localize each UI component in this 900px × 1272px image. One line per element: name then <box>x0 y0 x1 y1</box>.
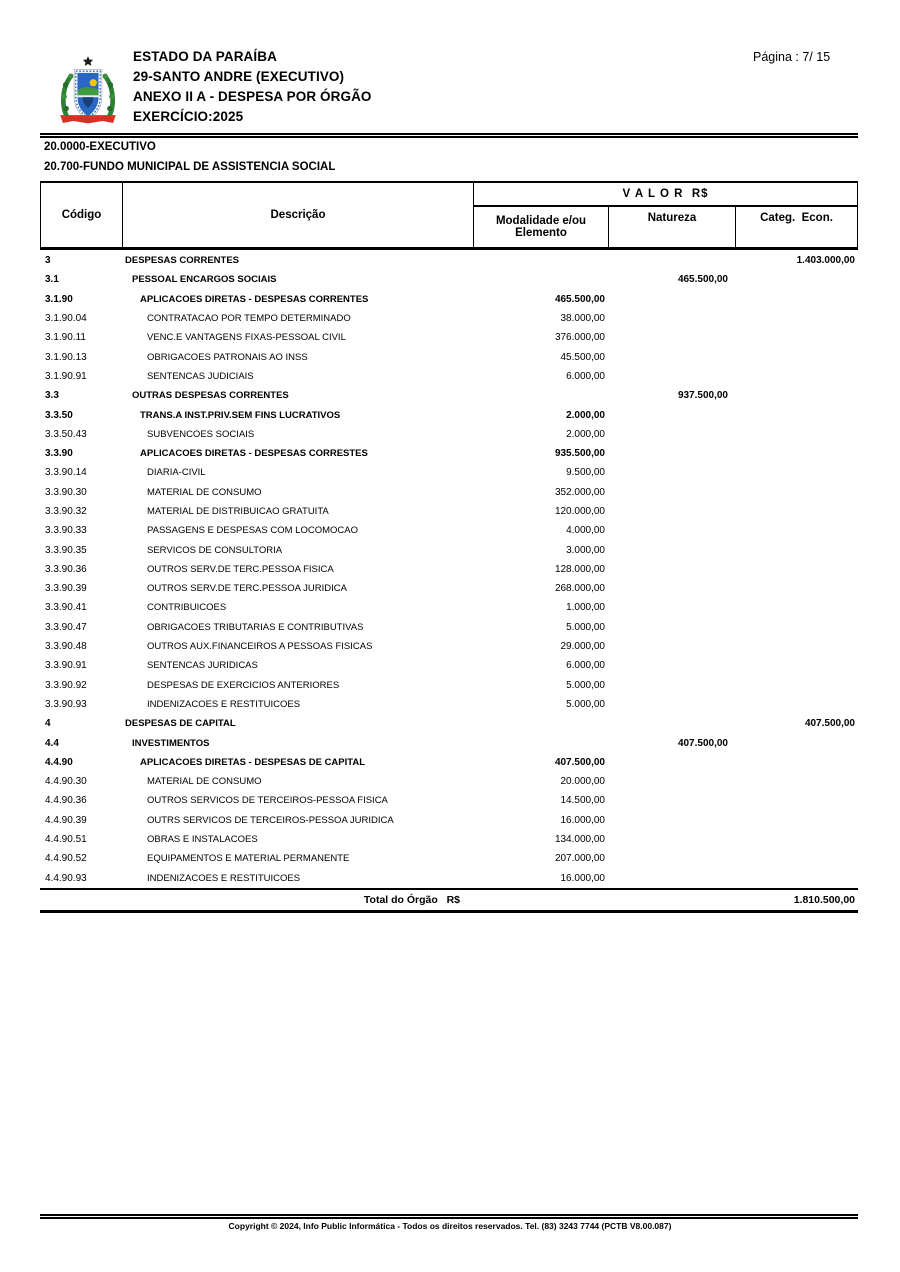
row-description: OUTROS SERVICOS DE TERCEIROS-PESSOA FISICA <box>147 795 388 807</box>
row-code: 3.3.90.93 <box>45 698 87 710</box>
paraiba-coat-of-arms-icon <box>55 52 121 132</box>
row-description: CONTRIBUICOES <box>147 602 227 614</box>
row-code: 3.3.90.36 <box>45 563 87 575</box>
row-description: OBRAS E INSTALACOES <box>147 834 258 846</box>
row-value-modalidade: 1.000,00 <box>566 602 605 614</box>
row-code: 3.3.50.43 <box>45 428 87 440</box>
row-description: SERVICOS DE CONSULTORIA <box>147 544 283 556</box>
row-code: 3.3.90.48 <box>45 641 87 653</box>
star-icon <box>83 56 94 66</box>
row-code: 3.3.90.33 <box>45 525 87 537</box>
currency-label: R$ <box>446 894 460 906</box>
table-row <box>40 328 858 347</box>
row-description: INVESTIMENTOS <box>132 737 210 749</box>
row-description: APLICACOES DIRETAS - DESPESAS CORRENTES <box>140 293 369 305</box>
column-header-categ-econ: Categ. Econ. <box>760 212 833 224</box>
annex-title: ANEXO II A - DESPESA POR ÓRGÃO <box>133 89 372 104</box>
row-code: 4 <box>45 718 51 730</box>
row-code: 3.1 <box>45 274 59 286</box>
row-description: DESPESAS CORRENTES <box>125 255 240 267</box>
row-code: 4.4.90.93 <box>45 872 87 884</box>
table-row <box>40 270 858 289</box>
row-code: 3 <box>45 255 51 267</box>
row-description: SUBVENCOES SOCIAIS <box>147 428 255 440</box>
table-row <box>40 714 858 733</box>
row-value-modalidade: 5.000,00 <box>566 698 605 710</box>
table-row <box>40 811 858 830</box>
table-row <box>40 290 858 309</box>
row-code: 3.3.50 <box>45 409 73 421</box>
row-code: 3.1.90.04 <box>45 313 87 325</box>
table-header <box>40 181 858 250</box>
table-total-row <box>40 888 858 913</box>
row-value-modalidade: 5.000,00 <box>566 679 605 691</box>
row-value-modalidade: 29.000,00 <box>560 641 605 653</box>
row-value-modalidade: 14.500,00 <box>560 795 605 807</box>
row-value-modalidade: 38.000,00 <box>560 313 605 325</box>
table-row <box>40 463 858 482</box>
table-row <box>40 656 858 675</box>
row-code: 4.4.90.51 <box>45 834 87 846</box>
row-code: 4.4.90.36 <box>45 795 87 807</box>
table-row <box>40 598 858 617</box>
table-row <box>40 405 858 424</box>
row-value-natureza: 407.500,00 <box>677 737 728 749</box>
table-row <box>40 637 858 656</box>
row-code: 3.3.90.47 <box>45 621 87 633</box>
row-value-modalidade: 2.000,00 <box>566 428 605 440</box>
report-title-block <box>133 47 372 127</box>
row-code: 3.1.90 <box>45 293 73 305</box>
row-description: INDENIZACOES E RESTITUICOES <box>147 872 301 884</box>
table-row <box>40 309 858 328</box>
row-code: 4.4.90.30 <box>45 776 87 788</box>
row-code: 4.4.90.52 <box>45 853 87 865</box>
total-label: Total do Órgão R$ <box>363 894 460 906</box>
table-row <box>40 676 858 695</box>
row-code: 4.4.90 <box>45 756 73 768</box>
table-row <box>40 502 858 521</box>
table-row <box>40 772 858 791</box>
row-value-modalidade: 207.000,00 <box>554 853 605 865</box>
table-row <box>40 753 858 772</box>
column-header-descricao: Descrição <box>123 183 474 247</box>
row-code: 3.3.90.30 <box>45 486 87 498</box>
row-value-modalidade: 2.000,00 <box>566 409 605 421</box>
row-value-modalidade: 134.000,00 <box>554 834 605 846</box>
row-value-modalidade: 465.500,00 <box>554 293 605 305</box>
header-divider <box>40 133 858 138</box>
table-row <box>40 618 858 637</box>
row-code: 3.3.90.91 <box>45 660 87 672</box>
row-description: OBRIGACOES TRIBUTARIAS E CONTRIBUTIVAS <box>147 621 364 633</box>
entity-name: 29-SANTO ANDRE (EXECUTIVO) <box>133 69 345 84</box>
row-value-modalidade: 407.500,00 <box>554 756 605 768</box>
table-row <box>40 695 858 714</box>
row-value-modalidade: 935.500,00 <box>554 448 605 460</box>
row-description: MATERIAL DE DISTRIBUICAO GRATUITA <box>147 506 329 517</box>
row-value-modalidade: 5.000,00 <box>566 621 605 633</box>
row-description: OUTROS SERV.DE TERC.PESSOA JURIDICA <box>147 583 347 595</box>
org-unit-line: 20.700-FUNDO MUNICIPAL DE ASSISTENCIA SOCIAL <box>44 161 336 173</box>
row-value-categ-econ: 407.500,00 <box>804 718 855 730</box>
total-value: 1.810.500,00 <box>793 894 855 906</box>
row-code: 3.3.90.35 <box>45 544 87 556</box>
column-header-modalidade <box>474 207 609 247</box>
row-description: APLICACOES DIRETAS - DESPESAS CORRESTES <box>140 448 368 460</box>
row-value-modalidade: 16.000,00 <box>560 872 605 884</box>
row-code: 3.3.90 <box>45 448 73 460</box>
row-value-natureza: 465.500,00 <box>677 274 728 286</box>
row-value-modalidade: 6.000,00 <box>566 660 605 672</box>
row-code: 3.3 <box>45 390 59 402</box>
row-value-modalidade: 6.000,00 <box>566 370 605 382</box>
row-code: 4.4 <box>45 737 59 749</box>
table-row <box>40 579 858 598</box>
table-body <box>40 251 858 888</box>
org-power-line: 20.0000-EXECUTIVO <box>44 141 156 153</box>
row-description: MATERIAL DE CONSUMO <box>147 776 262 788</box>
row-description: CONTRATACAO POR TEMPO DETERMINADO <box>147 313 351 325</box>
row-value-modalidade: 45.500,00 <box>560 351 605 363</box>
row-code: 4.4.90.39 <box>45 814 87 826</box>
row-value-modalidade: 268.000,00 <box>554 583 605 595</box>
row-code: 3.3.90.14 <box>45 467 87 479</box>
copyright-text: Copyright © 2024, Info Public Informática - Todos os direitos reservados. Tel. (83) 3243 7744 (PCTB V8.00.087) <box>228 1221 672 1231</box>
column-header-modalidade-line2: Elemento <box>515 227 567 239</box>
row-value-modalidade: 120.000,00 <box>554 506 605 517</box>
table-row <box>40 251 858 270</box>
row-value-modalidade: 128.000,00 <box>554 563 605 575</box>
row-value-natureza: 937.500,00 <box>677 390 728 402</box>
row-description: SENTENCAS JUDICIAIS <box>147 370 254 382</box>
row-code: 3.1.90.11 <box>45 332 86 344</box>
row-value-modalidade: 376.000,00 <box>554 332 605 344</box>
row-description: PASSAGENS E DESPESAS COM LOCOMOCAO <box>147 525 358 537</box>
table-row <box>40 444 858 463</box>
row-description: OBRIGACOES PATRONAIS AO INSS <box>147 351 308 363</box>
row-description: TRANS.A INST.PRIV.SEM FINS LUCRATIVOS <box>140 409 341 421</box>
row-description: PESSOAL ENCARGOS SOCIAIS <box>132 274 277 286</box>
table-row <box>40 347 858 366</box>
table-row <box>40 869 858 888</box>
footer-divider <box>40 1214 858 1219</box>
row-value-modalidade: 20.000,00 <box>560 776 605 788</box>
row-code: 3.3.90.41 <box>45 602 87 614</box>
row-value-modalidade: 9.500,00 <box>566 467 605 479</box>
page-number: Página : 7/ 15 <box>753 50 831 64</box>
row-description: DESPESAS DE EXERCICIOS ANTERIORES <box>147 679 340 691</box>
row-description: OUTROS SERV.DE TERC.PESSOA FISICA <box>147 563 334 575</box>
row-description: DIARIA-CIVIL <box>147 467 206 479</box>
row-description: OUTROS AUX.FINANCEIROS A PESSOAS FISICAS <box>147 641 373 653</box>
table-row <box>40 540 858 559</box>
row-description: DESPESAS DE CAPITAL <box>125 718 236 730</box>
column-header-codigo: Código <box>41 183 123 247</box>
table-row <box>40 791 858 810</box>
row-code: 3.3.90.32 <box>45 506 87 517</box>
table-row <box>40 733 858 752</box>
column-header-valor-group: V A L O R R$ <box>474 183 857 207</box>
column-header-modalidade-line1: Modalidade e/ou <box>495 215 587 227</box>
row-description: INDENIZACOES E RESTITUICOES <box>147 698 301 710</box>
row-value-modalidade: 4.000,00 <box>566 525 605 537</box>
exercise-year: EXERCÍCIO:2025 <box>133 109 244 124</box>
row-value-modalidade: 3.000,00 <box>566 544 605 556</box>
row-value-categ-econ: 1.403.000,00 <box>796 255 855 267</box>
table-row <box>40 830 858 849</box>
row-code: 3.3.90.92 <box>45 679 87 691</box>
table-row <box>40 367 858 386</box>
table-row <box>40 386 858 405</box>
state-name: ESTADO DA PARAÍBA <box>133 49 277 64</box>
row-description: MATERIAL DE CONSUMO <box>147 486 262 498</box>
row-description: SENTENCAS JURIDICAS <box>147 660 258 672</box>
row-code: 3.1.90.91 <box>45 370 87 382</box>
table-row <box>40 849 858 868</box>
row-description: VENC.E VANTAGENS FIXAS-PESSOAL CIVIL <box>147 332 346 344</box>
row-description: EQUIPAMENTOS E MATERIAL PERMANENTE <box>147 853 350 865</box>
row-description: OUTRS SERVICOS DE TERCEIROS-PESSOA JURIDICA <box>147 814 394 826</box>
table-row <box>40 560 858 579</box>
row-description: APLICACOES DIRETAS - DESPESAS DE CAPITAL <box>140 756 366 768</box>
row-description: OUTRAS DESPESAS CORRENTES <box>132 390 289 402</box>
table-row <box>40 483 858 502</box>
row-code: 3.3.90.39 <box>45 583 87 595</box>
row-value-modalidade: 352.000,00 <box>554 486 605 498</box>
column-header-natureza: Natureza <box>609 207 736 247</box>
row-code: 3.1.90.13 <box>45 351 87 363</box>
table-row <box>40 425 858 444</box>
table-row <box>40 521 858 540</box>
row-value-modalidade: 16.000,00 <box>560 814 605 826</box>
